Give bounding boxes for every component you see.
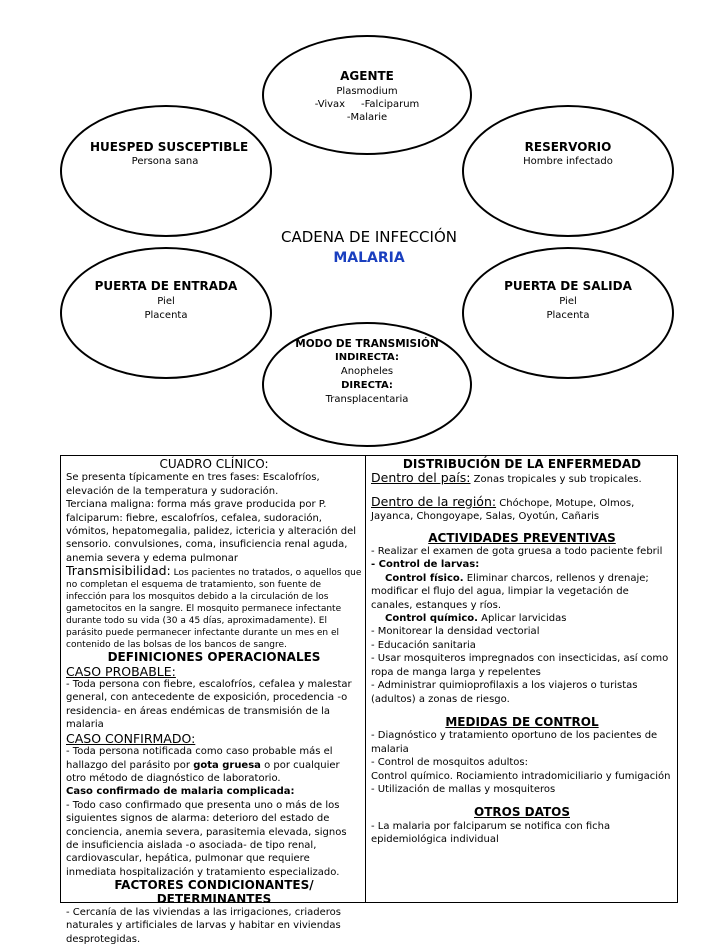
- huesped-line-1: Persona sana: [131, 156, 199, 167]
- right-column: [371, 458, 673, 847]
- medida-1: - Diagnóstico y tratamiento oportuno de los pacientes de malaria: [371, 730, 658, 755]
- left-column: [66, 458, 362, 946]
- factores-text: - Cercanía de las viviendas a las irrigaciones, criaderos naturales y artificiales de larvas y habitar en viviendas desprotegidas.: [66, 906, 341, 945]
- medida-2: - Control de mosquitos adultos:: [371, 757, 528, 769]
- medida-4: - Utilización de mallas y mosquiteros: [371, 783, 556, 795]
- transmisibilidad-label: Transmisibilidad:: [66, 563, 171, 579]
- transmisibilidad-text: Los pacientes no tratados, o aquellos que no completan el esquema de tratamiento, son fuente de infección para los mosquitos debido a la circulación de los gametocitos en la sangre. El mosquito permanece infectante durante todo su vida (30 a 45 días, aproximadamente). El parásito puede permanecer infectante durante un mes en el contenido de las bolsas de los bancos de sangre.: [66, 568, 362, 651]
- agente-title: AGENTE: [340, 69, 394, 83]
- caso-confirmado-text-a: - Toda persona notificada como caso probable más el hallazgo del parásito por: [66, 746, 333, 771]
- otros-datos-1: - La malaria por falciparum se notifica con ficha epidemiológica individual: [371, 820, 611, 846]
- cuadro-clinico-title: CUADRO CLÍNICO:: [159, 457, 269, 471]
- table-divider: [365, 455, 366, 903]
- salida-line-1: Piel: [559, 296, 577, 307]
- definiciones-title: DEFINICIONES OPERACIONALES: [107, 650, 321, 665]
- actividades-title: ACTIVIDADES PREVENTIVAS: [428, 530, 616, 545]
- cuadro-clinico-text-1: Se presenta típicamente en tres fases: Escalofríos, elevación de la temperatura y sudoración.: [66, 472, 320, 497]
- caso-confirmado-text: [66, 745, 362, 785]
- factores-title: FACTORES CONDICIONANTES/ DETERMINANTES: [114, 878, 314, 906]
- dentro-region-text: Chóchope, Motupe, Olmos, Jayanca, Chongoyape, Salas, Oyotún, Cañaris: [371, 497, 635, 523]
- control-quimico: [371, 612, 673, 625]
- entrada-line-2: Placenta: [144, 310, 188, 321]
- transmision-line-3: DIRECTA:: [341, 380, 393, 391]
- distribucion-title: DISTRIBUCIÓN DE LA ENFERMEDAD: [402, 457, 642, 471]
- medidas-title: MEDIDAS DE CONTROL: [445, 714, 599, 729]
- transmision-line-2: Anopheles: [340, 366, 394, 377]
- agente-line-3: -Malarie: [346, 112, 388, 123]
- otros-datos-title: OTROS DATOS: [474, 805, 570, 820]
- cuadro-clinico-text-2: Terciana maligna: forma más grave producida por P. falciparum: fiebre, escalofríos, cefalea, sudoración, vómitos, hepatomegalia, palidez, ictericia y alteración del sensorio. convulsiones, coma, insuficiencia renal aguda, anemia severa y edema pulmonar: [66, 499, 357, 564]
- gota-gruesa-text: gota gruesa: [193, 759, 261, 771]
- reservorio-ellipse: [462, 105, 674, 237]
- reservorio-line-1: Hombre infectado: [523, 156, 613, 167]
- entrada-title: PUERTA DE ENTRADA: [94, 279, 238, 293]
- transmision-line-1: INDIRECTA:: [335, 352, 399, 363]
- huesped-title: HUESPED SUSCEPTIBLE: [90, 140, 249, 154]
- center-subtitle: MALARIA: [333, 250, 405, 266]
- caso-confirmado-title: CASO CONFIRMADO:: [66, 730, 196, 746]
- center-title: CADENA DE INFECCIÓN: [281, 228, 457, 246]
- salida-title: PUERTA DE SALIDA: [504, 279, 632, 293]
- actividad-4: - Educación sanitaria: [371, 639, 476, 651]
- salida-line-2: Placenta: [546, 310, 590, 321]
- caso-confirmado-text-c: o por cualquier otro método de diagnóstico de laboratorio.: [66, 759, 340, 784]
- reservorio-title: RESERVORIO: [524, 140, 612, 154]
- control-fisico-label: Control físico.: [385, 572, 464, 584]
- dentro-region-label: Dentro de la región:: [371, 493, 497, 509]
- caso-probable-title: CASO PROBABLE:: [66, 663, 176, 679]
- agente-line-2: -Vivax -Falciparum: [314, 99, 420, 110]
- transmisibilidad-paragraph: [66, 565, 362, 651]
- medida-3: Control químico. Rociamiento intradomiciliario y fumigación: [371, 770, 671, 782]
- dentro-pais-label: Dentro del país:: [371, 470, 471, 486]
- actividad-1: - Realizar el examen de gota gruesa a todo paciente febril: [371, 546, 663, 558]
- dentro-pais-text: Zonas tropicales y sub tropicales.: [470, 474, 642, 486]
- transmision-line-4: Transplacentaria: [325, 394, 409, 405]
- caso-probable-text: - Toda persona con fiebre, escalofríos, cefalea y malestar general, con antecedente de exposición, procedencia -o residencia- en áreas endémicas de transmisión de la malaria: [66, 679, 352, 731]
- control-fisico-text: Eliminar charcos, rellenos y drenaje; modificar el flujo del agua, limpiar la vegetación de canales, estanques y ríos.: [371, 572, 649, 611]
- control-fisico: [371, 572, 673, 612]
- dentro-pais: [371, 471, 673, 486]
- huesped-ellipse: [60, 105, 272, 237]
- control-quimico-text: Aplicar larvicidas: [477, 613, 567, 625]
- control-quimico-label: Control químico.: [385, 613, 478, 625]
- malaria-complicada-text: - Todo caso confirmado que presenta uno o más de los siguientes signos de alarma: deterioro del estado de conciencia, anemia severa, parasitemia elevada, signos de insuficiencia aislada -o asociada- de tipo renal, cardiovascular, hepática, pulmonar que requiere inmediata hospitalización y tratamiento especializado.: [66, 799, 347, 878]
- transmision-title: MODO DE TRANSMISIÓN: [295, 338, 439, 350]
- actividad-2: - Control de larvas:: [371, 559, 480, 571]
- actividad-3: - Monitorear la densidad vectorial: [371, 626, 540, 638]
- entrada-line-1: Piel: [157, 296, 175, 307]
- malaria-complicada-title: Caso confirmado de malaria complicada:: [66, 786, 295, 798]
- dentro-region: [371, 495, 673, 524]
- actividad-6: - Administrar quimioprofilaxis a los viajeros o turistas (adultos) a zonas de riesgo.: [371, 680, 638, 705]
- actividad-5: - Usar mosquiteros impregnados con insecticidas, así como ropa de manga larga y repelentes: [371, 653, 669, 678]
- agente-line-1: Plasmodium: [336, 86, 398, 97]
